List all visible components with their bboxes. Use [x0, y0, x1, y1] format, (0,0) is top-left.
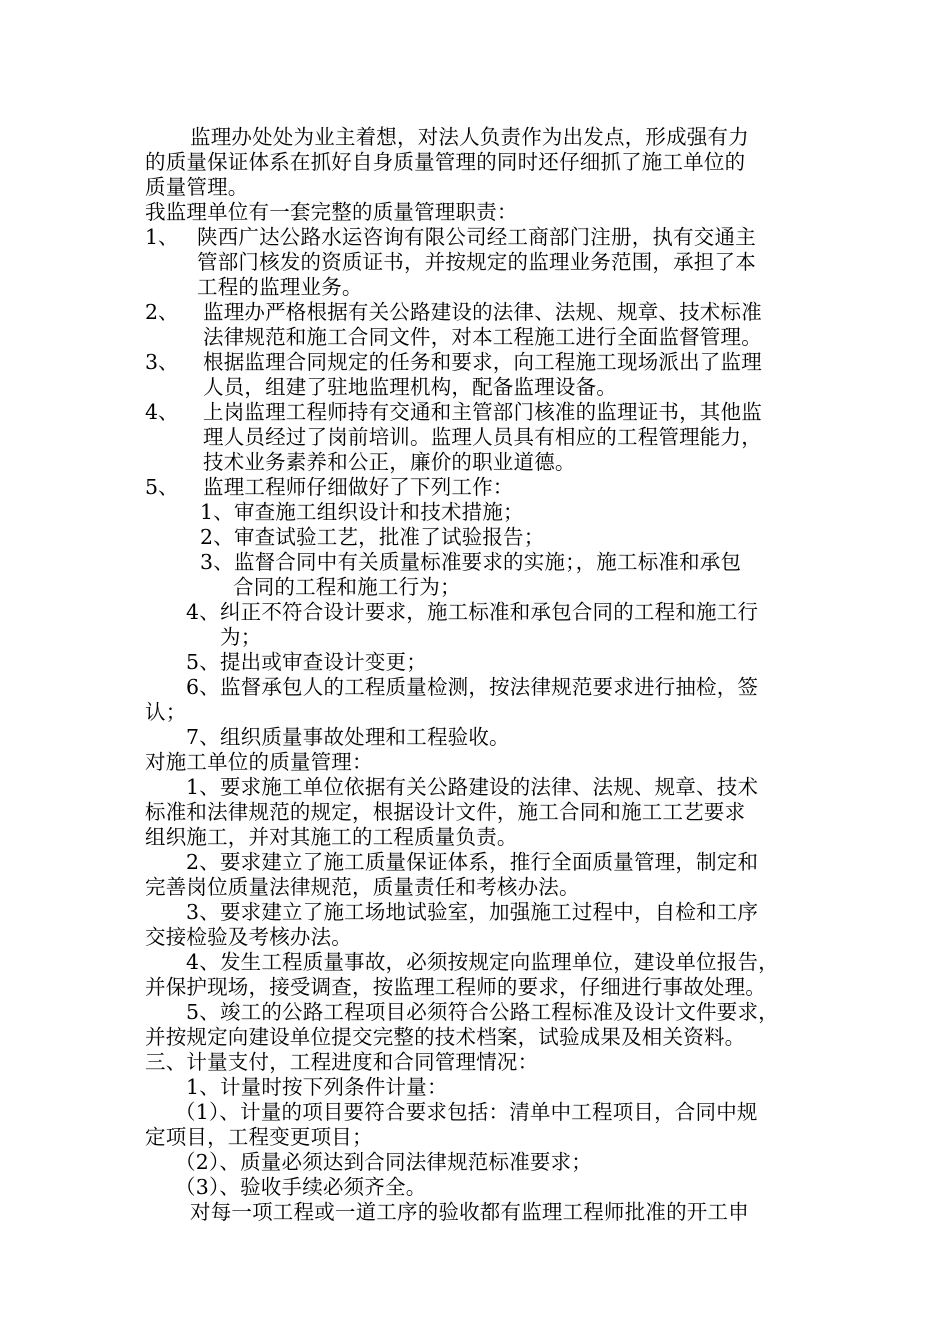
list-item-line: 工程的监理业务。: [197, 275, 363, 299]
sub-item-line: 认；: [145, 700, 187, 724]
sub-item-line: 1、审查施工组织设计和技术措施；: [200, 500, 524, 524]
paragraph-line: 并按规定向建设单位提交完整的技术档案，试验成果及相关资料。: [145, 1025, 746, 1049]
paragraph-line: 1、要求施工单位依据有关公路建设的法律、法规、规章、技术: [186, 775, 759, 799]
paragraph-line: 2、要求建立了施工质量保证体系，推行全面质量管理，制定和: [186, 850, 759, 874]
sub-item-line: 为；: [220, 625, 262, 649]
list-item-line: 根据监理合同规定的任务和要求，向工程施工现场派出了监理: [203, 350, 762, 374]
list-item-line: 陕西广达公路水运咨询有限公司经工商部门注册，执有交通主: [197, 225, 756, 249]
paragraph-line: 交接检验及考核办法。: [145, 925, 352, 949]
list-item-line: 管部门核发的资质证书，并按规定的监理业务范围，承担了本: [197, 250, 756, 274]
paragraph-line: 质量管理。: [145, 175, 249, 199]
paragraph-line: 3、要求建立了施工场地试验室，加强施工过程中，自检和工序: [186, 900, 759, 924]
list-item-line: 技术业务素养和公正，廉价的职业道德。: [203, 450, 576, 474]
sub-item-line: 2、审查试验工艺，批准了试验报告；: [200, 525, 545, 549]
paragraph-line: 并保护现场，接受调查，按监理工程师的要求，仔细进行事故处理。: [145, 975, 766, 999]
paragraph-line: 的质量保证体系在抓好自身质量管理的同时还仔细抓了施工单位的: [145, 150, 746, 174]
paragraph-line: 完善岗位质量法律规范，质量责任和考核办法。: [145, 875, 580, 899]
sub-item-line: 3、监督合同中有关质量标准要求的实施；，施工标准和承包: [200, 550, 742, 574]
sub-item-line: 4、纠正不符合设计要求，施工标准和承包合同的工程和施工行: [186, 600, 759, 624]
sub-item-line: 合同的工程和施工行为；: [233, 575, 461, 599]
sub-item-line: 6、监督承包人的工程质量检测，按法律规范要求进行抽检，签: [186, 675, 759, 699]
section-heading: 对施工单位的质量管理：: [145, 750, 373, 774]
paragraph-line: 定项目，工程变更项目；: [145, 1125, 373, 1149]
list-item-line: 监理工程师仔细做好了下列工作：: [203, 475, 514, 499]
paragraph-line: 标准和法律规范的规定，根据设计文件，施工合同和施工工艺要求: [145, 800, 746, 824]
list-item-line: 监理办严格根据有关公路建设的法律、法规、规章、技术标准: [203, 300, 762, 324]
list-number: 5、: [145, 475, 179, 499]
paragraph-line: 对每一项工程或一道工序的验收都有监理工程师批准的开工申: [190, 1200, 749, 1224]
paragraph-line: （1）、计量的项目要符合要求包括：清单中工程项目，合同中规: [175, 1100, 758, 1124]
paragraph-line: 组织施工，并对其施工的工程质量负责。: [145, 825, 518, 849]
list-number: 3、: [145, 350, 179, 374]
paragraph-line: 4、发生工程质量事故，必须按规定向监理单位，建设单位报告，: [186, 950, 779, 974]
list-item-line: 法律规范和施工合同文件，对本工程施工进行全面监督管理。: [203, 325, 762, 349]
paragraph-line: 5、竣工的公路工程项目必须符合公路工程标准及设计文件要求，: [186, 1000, 779, 1024]
section-heading: 三、计量支付，工程进度和合同管理情况：: [145, 1050, 539, 1074]
list-number: 1、: [145, 225, 179, 249]
list-number: 2、: [145, 300, 179, 324]
list-item-line: 上岗监理工程师持有交通和主管部门核准的监理证书，其他监: [203, 400, 762, 424]
paragraph-line: 监理办处处为业主着想，对法人负责作为出发点，形成强有力: [190, 125, 749, 149]
paragraph-line: （2）、质量必须达到合同法律规范标准要求；: [175, 1150, 592, 1174]
list-item-line: 人员，组建了驻地监理机构，配备监理设备。: [203, 375, 617, 399]
paragraph-line: 1、计量时按下列条件计量：: [186, 1075, 448, 1099]
paragraph-line: （3）、验收手续必须齐全。: [175, 1175, 427, 1199]
list-item-line: 理人员经过了岗前培训。监理人员具有相应的工程管理能力，: [203, 425, 762, 449]
sub-item-line: 7、组织质量事故处理和工程验收。: [186, 725, 510, 749]
section-heading: 我监理单位有一套完整的质量管理职责：: [145, 200, 518, 224]
list-number: 4、: [145, 400, 179, 424]
sub-item-line: 5、提出或审查设计变更；: [186, 650, 427, 674]
